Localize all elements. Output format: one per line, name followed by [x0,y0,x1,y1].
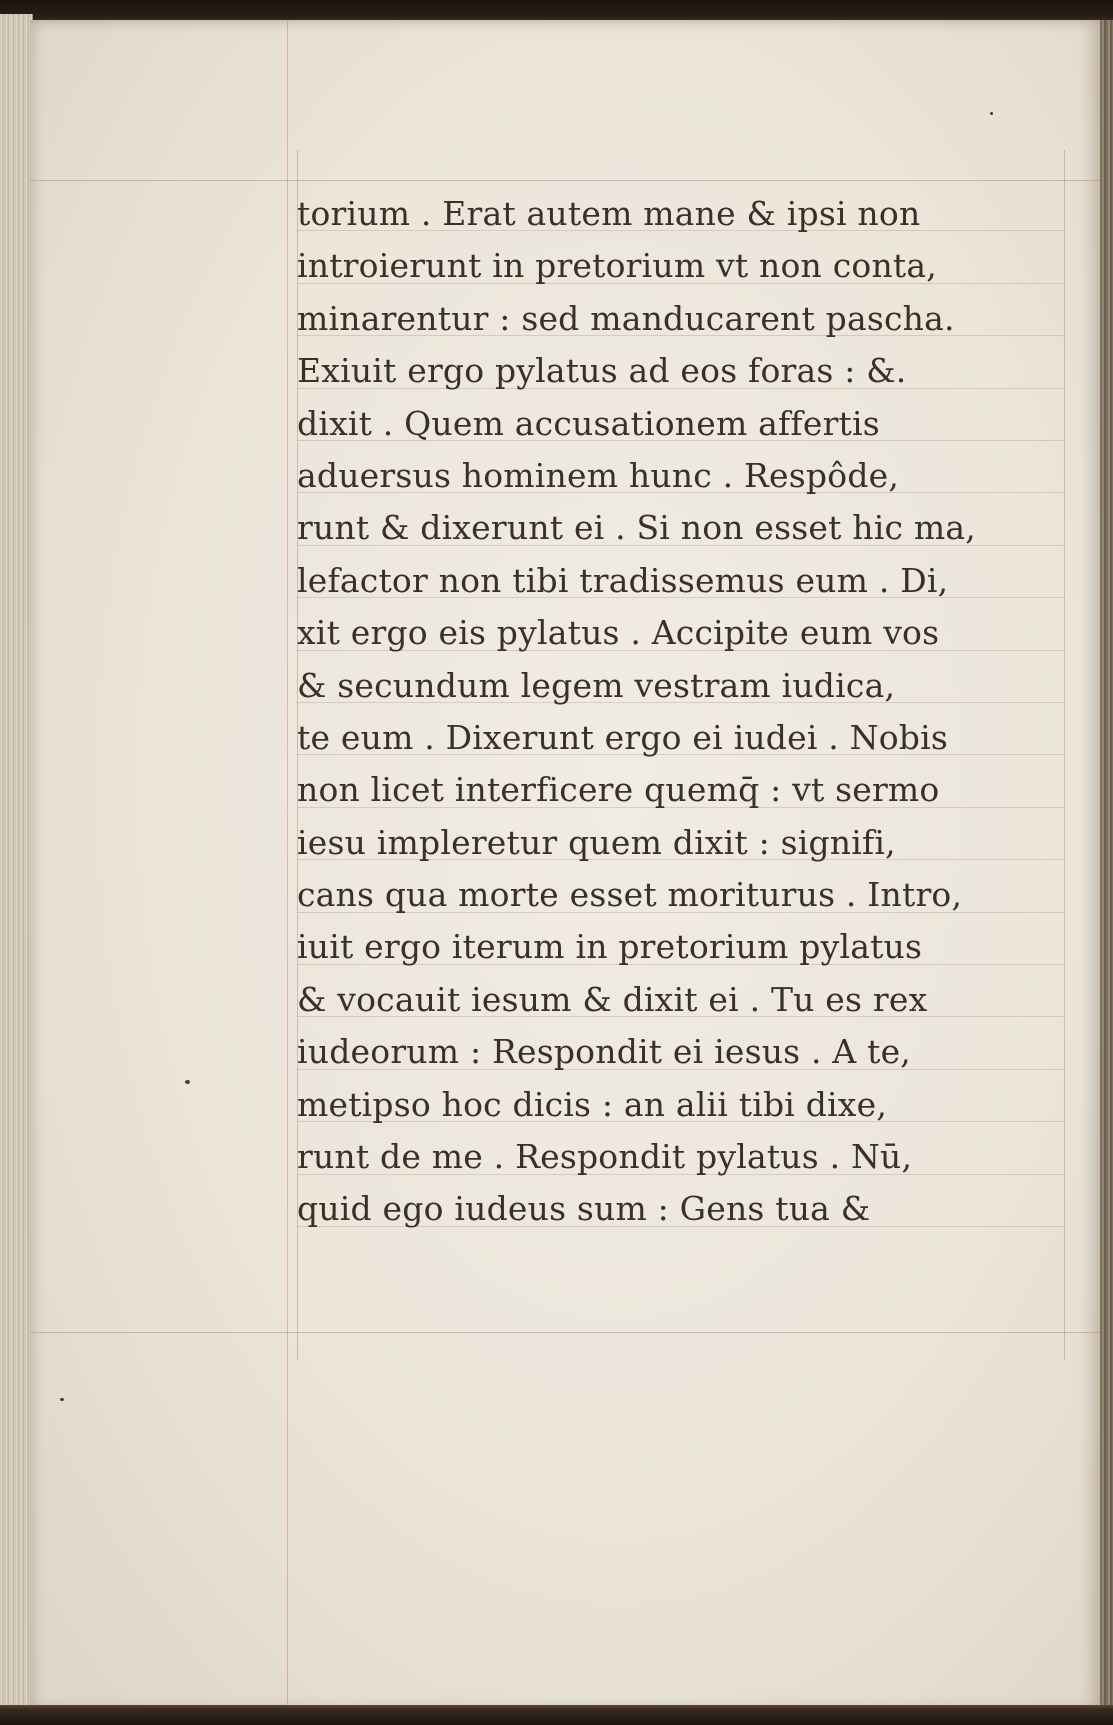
page-stack-left-edge [0,14,33,1714]
text-line: iudeorum : Respondit ei iesus . A te, [297,1032,911,1072]
text-line: & secundum legem vestram iudica, [297,665,896,705]
text-line: lefactor non tibi tradissemus eum . Di, [297,560,949,600]
text-line: cans qua morte esset moriturus . Intro, [297,875,963,915]
text-line: metipso hoc dicis : an alii tibi dixe, [297,1084,888,1124]
text-line: introierunt in pretorium vt non conta, [297,246,937,286]
text-line: runt de me . Respondit pylatus . Nū, [297,1137,913,1177]
ink-spot [60,1398,64,1401]
text-line: quid ego iudeus sum : Gens tua & [297,1189,871,1229]
text-line: te eum . Dixerunt ergo ei iudei . Nobis [297,717,949,757]
ruling-left-outer [287,20,288,1710]
text-line: iuit ergo iterum in pretorium pylatus [297,927,923,967]
text-line: minarentur : sed manducarent pascha. [297,298,955,338]
ink-spot [185,1080,190,1084]
ruling-bottom [30,1332,1100,1333]
text-line: non licet interficere quemq̄ : vt sermo [297,770,940,810]
text-line: & vocauit iesum & dixit ei . Tu es rex [297,979,928,1019]
text-line: aduersus hominem hunc . Respôde, [297,455,900,495]
text-line: xit ergo eis pylatus . Accipite eum vos [297,613,940,653]
ruling-top [30,180,1100,181]
ink-spot [990,112,993,115]
text-line: iesu impleretur quem dixit : signifi, [297,822,896,862]
text-line: dixit . Quem accusationem affertis [297,403,880,443]
text-line: torium . Erat autem mane & ipsi non [297,194,921,233]
text-line: runt & dixerunt ei . Si non esset hic ma, [297,508,976,548]
manuscript-text [297,188,1067,1236]
binding-bottom-edge [0,1705,1113,1725]
text-line: Exiuit ergo pylatus ad eos foras : &. [297,351,907,391]
